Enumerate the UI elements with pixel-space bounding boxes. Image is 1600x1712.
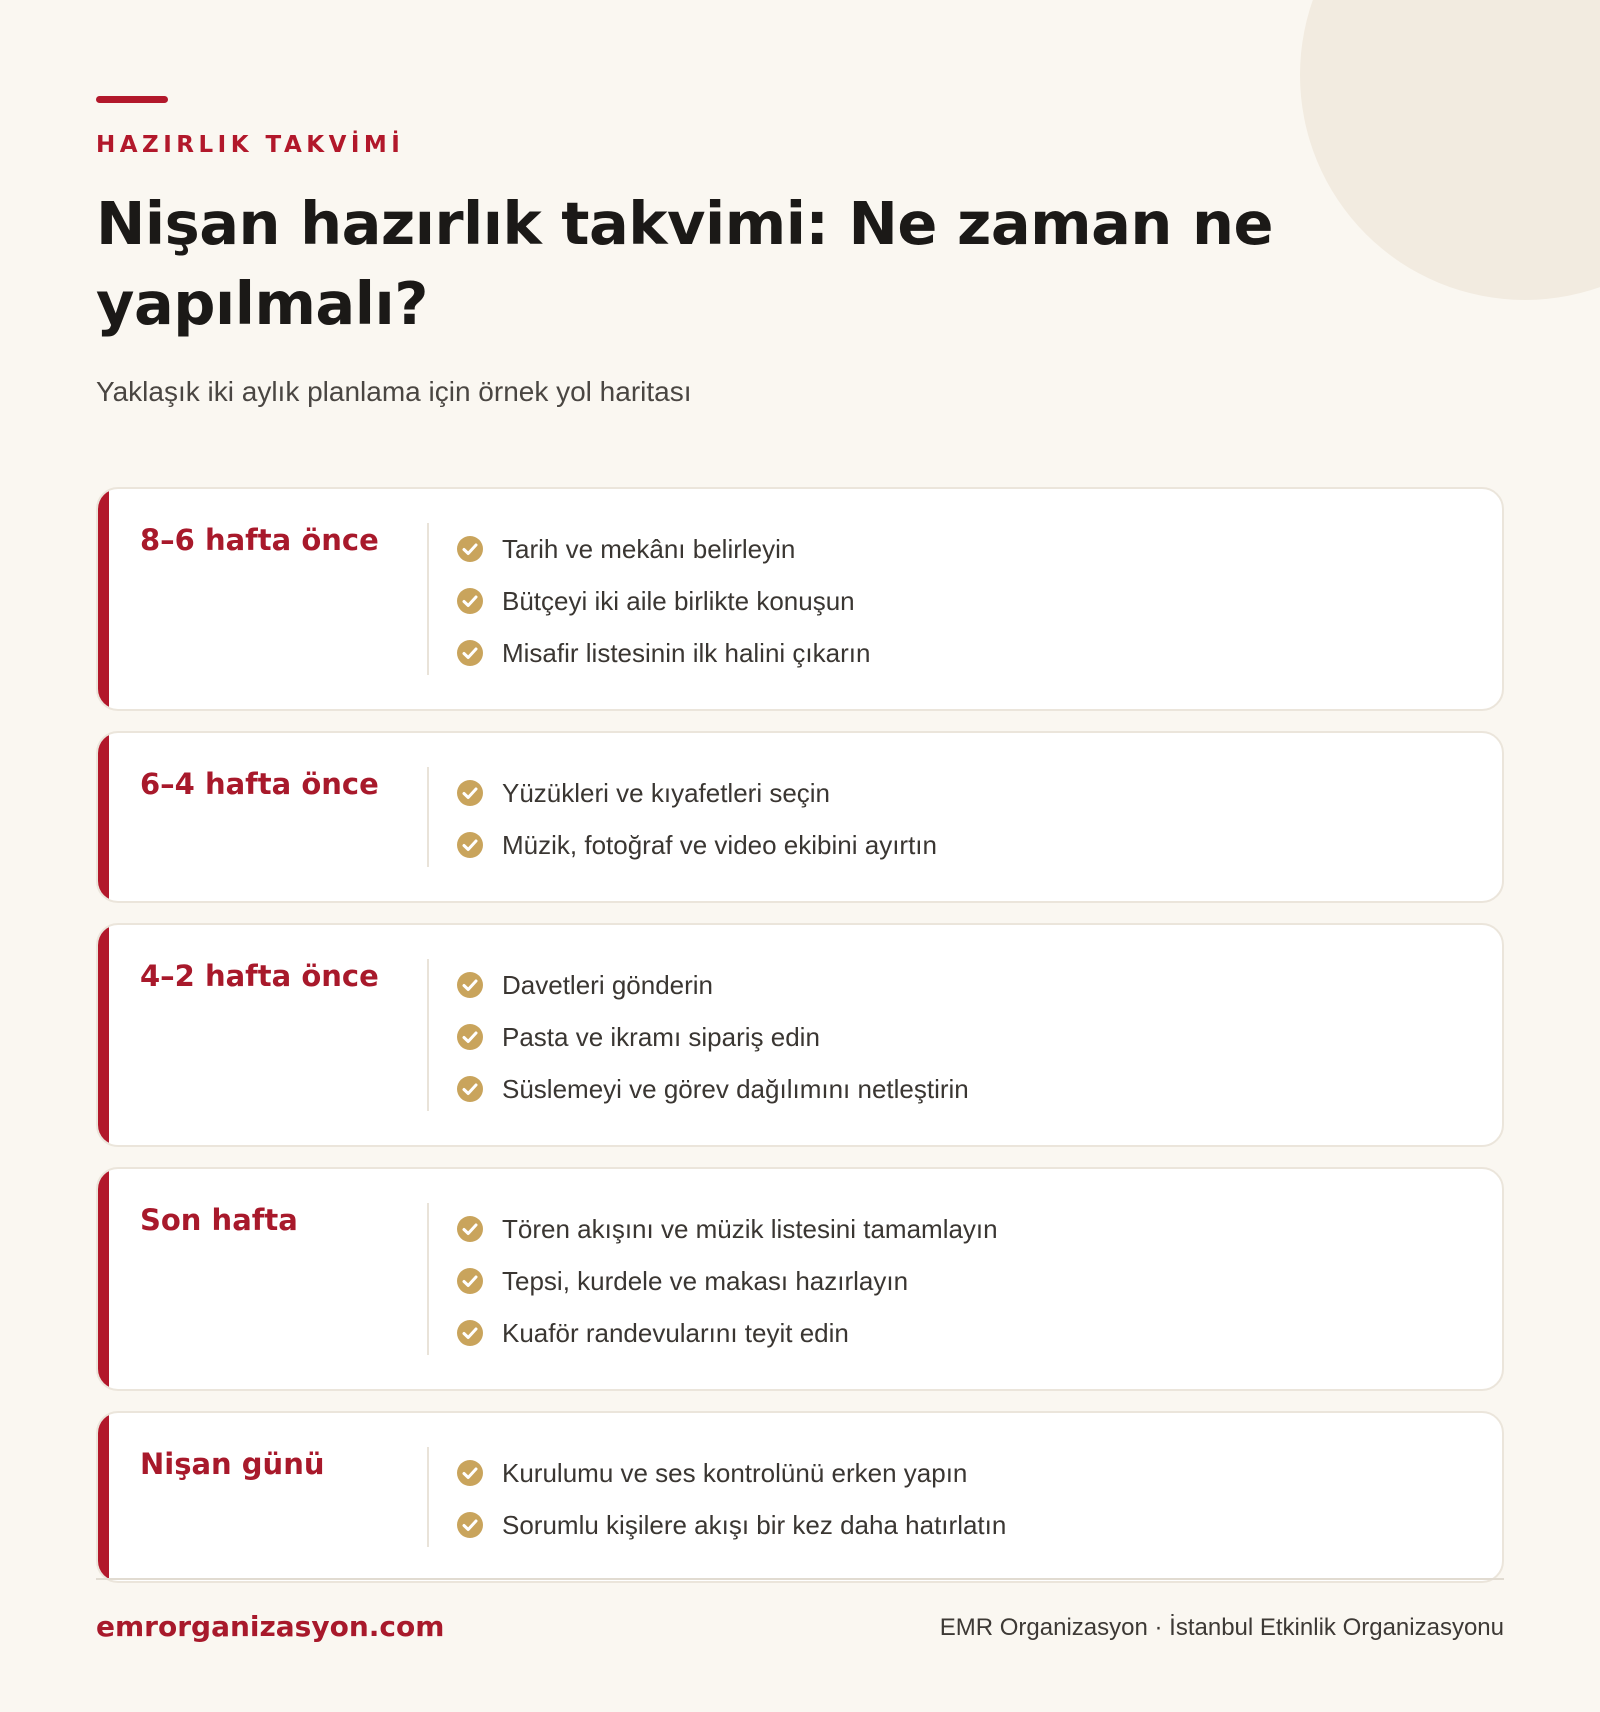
task-item bbox=[456, 1447, 1006, 1499]
check-circle-icon bbox=[456, 587, 484, 615]
task-list bbox=[456, 1447, 1006, 1551]
timeline-stage bbox=[96, 487, 1504, 711]
page-title: Nişan hazırlık takvimi: Ne zaman ne yapılmalı? bbox=[96, 189, 1273, 338]
stage-divider bbox=[427, 1203, 429, 1355]
task-item bbox=[456, 959, 969, 1011]
task-item bbox=[456, 767, 937, 819]
check-circle-icon bbox=[456, 1459, 484, 1487]
task-text: Tepsi, kurdele ve makası hazırlayın bbox=[502, 1265, 909, 1296]
check-circle-icon bbox=[456, 1215, 484, 1243]
check-circle-icon bbox=[456, 639, 484, 667]
timeline-stage bbox=[96, 731, 1504, 903]
page-subtitle: Yaklaşık iki aylık planlama için örnek yol haritası bbox=[96, 376, 692, 407]
check-circle-icon bbox=[456, 831, 484, 859]
stage-divider bbox=[427, 523, 429, 675]
task-item bbox=[456, 1499, 1006, 1551]
task-text: Davetleri gönderin bbox=[502, 969, 714, 1000]
stage-label: Son hafta bbox=[140, 1203, 298, 1237]
check-circle-icon bbox=[456, 1511, 484, 1539]
stage-divider bbox=[427, 959, 429, 1111]
task-item bbox=[456, 575, 870, 627]
eyebrow-label: HAZIRLIK TAKVİMİ bbox=[96, 132, 405, 158]
task-text: Süslemeyi ve görev dağılımını netleştirin bbox=[502, 1073, 969, 1104]
stage-divider bbox=[427, 1447, 429, 1547]
task-text: Misafir listesinin ilk halini çıkarın bbox=[502, 637, 871, 668]
task-text: Yüzükleri ve kıyafetleri seçin bbox=[502, 777, 831, 808]
stage-label: 8–6 hafta önce bbox=[140, 523, 379, 557]
task-list bbox=[456, 959, 969, 1115]
task-text: Sorumlu kişilere akışı bir kez daha hatırlatın bbox=[502, 1509, 1007, 1540]
task-text: Pasta ve ikramı sipariş edin bbox=[502, 1021, 820, 1052]
task-item bbox=[456, 523, 870, 575]
task-item bbox=[456, 1203, 998, 1255]
check-circle-icon bbox=[456, 1075, 484, 1103]
task-text: Bütçeyi iki aile birlikte konuşun bbox=[502, 585, 855, 616]
footer-website: emrorganizasyon.com bbox=[96, 1610, 445, 1643]
task-list bbox=[456, 767, 937, 871]
check-circle-icon bbox=[456, 779, 484, 807]
task-item bbox=[456, 1011, 969, 1063]
task-text: Kuaför randevularını teyit edin bbox=[502, 1317, 849, 1348]
check-circle-icon bbox=[456, 1023, 484, 1051]
decorative-circle bbox=[1300, 0, 1600, 300]
task-item bbox=[456, 1255, 998, 1307]
task-text: Tören akışını ve müzik listesini tamamlayın bbox=[502, 1213, 998, 1244]
task-list bbox=[456, 1203, 998, 1359]
stage-label: 4–2 hafta önce bbox=[140, 959, 379, 993]
check-circle-icon bbox=[456, 535, 484, 563]
accent-bar bbox=[96, 96, 168, 103]
stage-label: 6–4 hafta önce bbox=[140, 767, 379, 801]
timeline-stage bbox=[96, 1167, 1504, 1391]
stage-divider bbox=[427, 767, 429, 867]
task-item bbox=[456, 627, 870, 679]
check-circle-icon bbox=[456, 1267, 484, 1295]
footer-divider bbox=[96, 1578, 1504, 1580]
task-text: Tarih ve mekânı belirleyin bbox=[502, 533, 796, 564]
task-item bbox=[456, 1307, 998, 1359]
check-circle-icon bbox=[456, 971, 484, 999]
task-text: Müzik, fotoğraf ve video ekibini ayırtın bbox=[502, 829, 937, 860]
task-item bbox=[456, 1063, 969, 1115]
timeline-stage bbox=[96, 923, 1504, 1147]
timeline-stage bbox=[96, 1411, 1504, 1583]
stage-label: Nişan günü bbox=[140, 1447, 325, 1481]
task-list bbox=[456, 523, 870, 679]
task-item bbox=[456, 819, 937, 871]
task-text: Kurulumu ve ses kontrolünü erken yapın bbox=[502, 1457, 968, 1488]
footer-brand: EMR Organizasyon · İstanbul Etkinlik Organizasyonu bbox=[939, 1614, 1504, 1641]
check-circle-icon bbox=[456, 1319, 484, 1347]
